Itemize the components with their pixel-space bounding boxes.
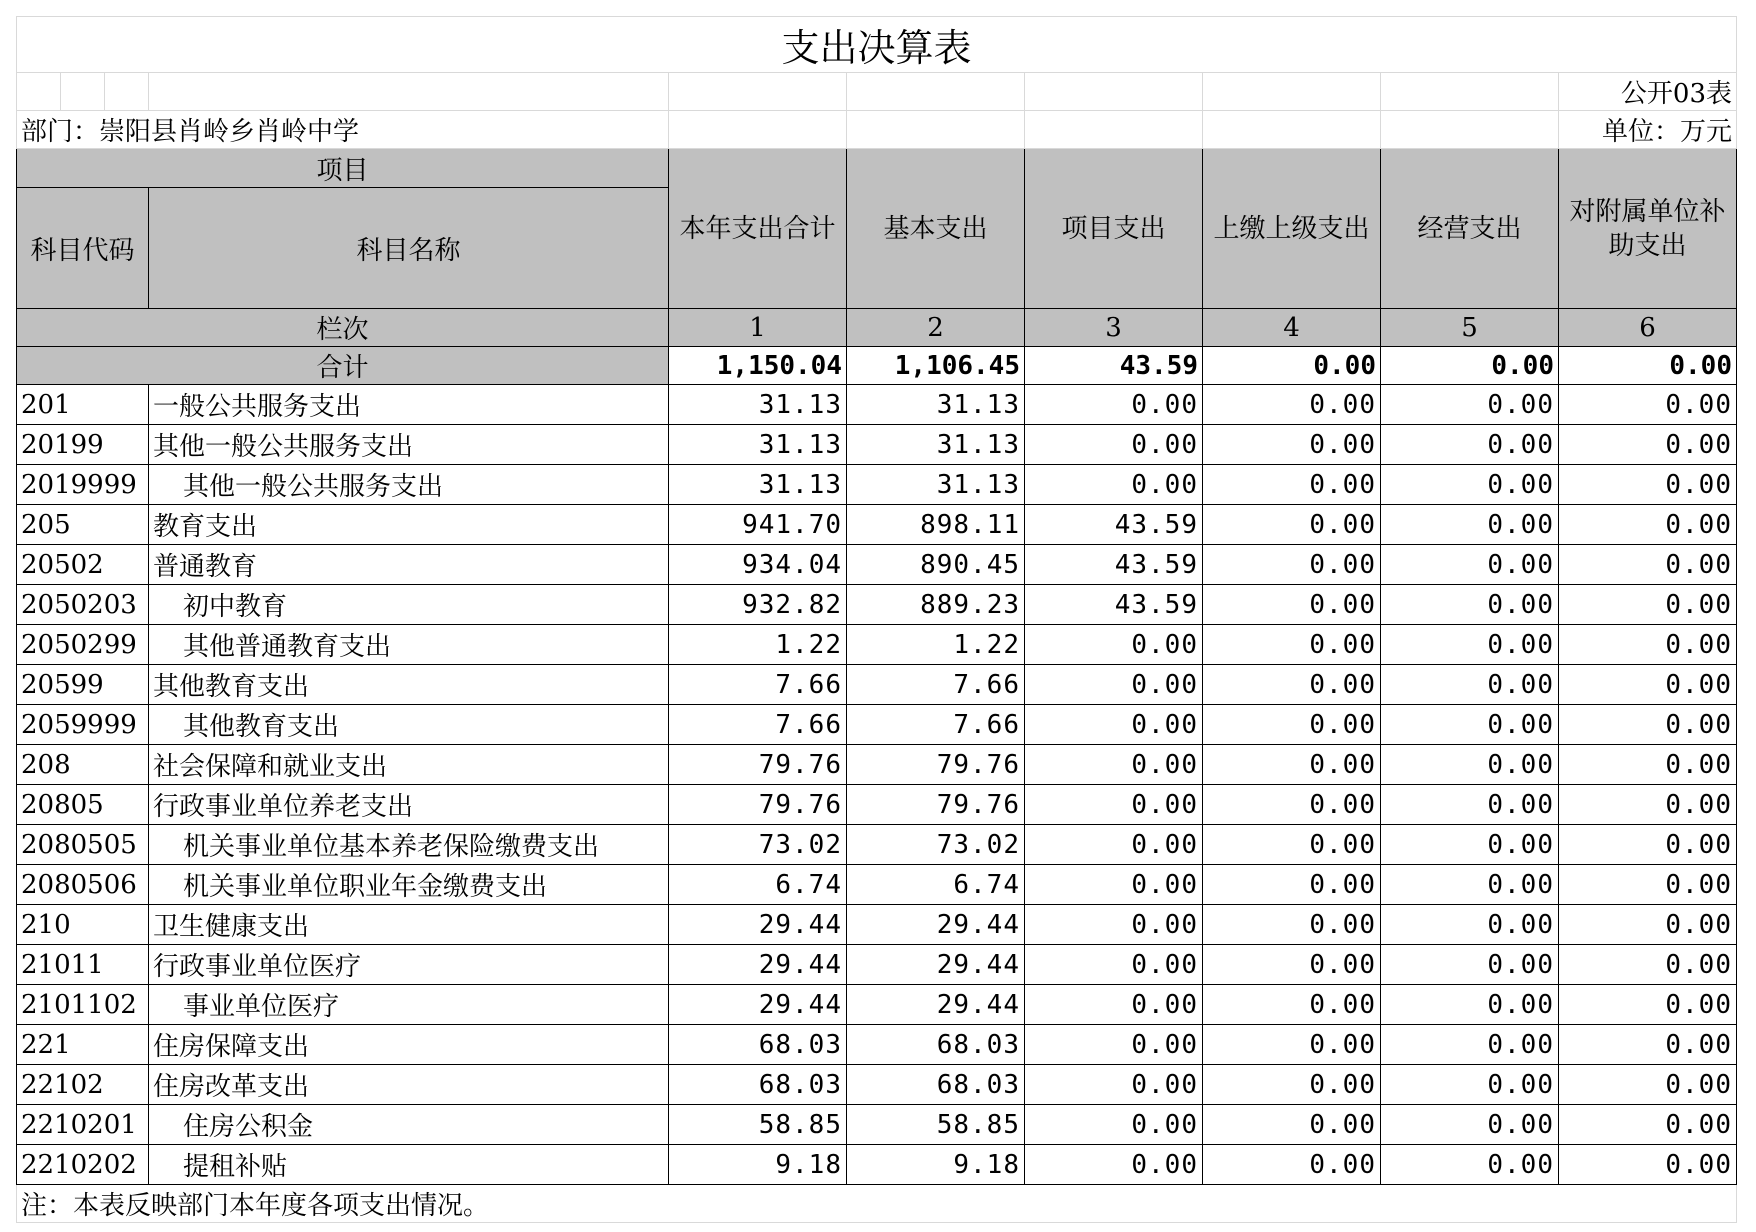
- subject-name: 一般公共服务支出: [149, 385, 669, 425]
- amount-cell: 1.22: [847, 625, 1025, 665]
- unit-label: 单位：万元: [1559, 111, 1737, 149]
- amount-cell: 0.00: [1381, 705, 1559, 745]
- amount-cell: 0.00: [1203, 705, 1381, 745]
- table-row: [17, 745, 1737, 785]
- amount-cell: 0.00: [1381, 545, 1559, 585]
- amount-cell: 31.13: [847, 385, 1025, 425]
- amount-cell: 0.00: [1559, 825, 1737, 865]
- col-num: 6: [1559, 309, 1737, 347]
- subject-name: 住房公积金: [149, 1105, 669, 1145]
- total-value: 0.00: [1203, 347, 1381, 385]
- amount-cell: 941.70: [669, 505, 847, 545]
- amount-cell: 29.44: [847, 985, 1025, 1025]
- amount-cell: 0.00: [1381, 785, 1559, 825]
- subject-code: 20805: [17, 785, 149, 825]
- amount-cell: 0.00: [1559, 665, 1737, 705]
- table-row: [17, 825, 1737, 865]
- amount-cell: 0.00: [1203, 825, 1381, 865]
- amount-cell: 0.00: [1381, 1145, 1559, 1185]
- department-row: [17, 111, 1737, 149]
- subject-code: 20502: [17, 545, 149, 585]
- amount-cell: 0.00: [1381, 465, 1559, 505]
- page-title: 支出决算表: [17, 17, 1737, 73]
- amount-cell: 79.76: [669, 745, 847, 785]
- amount-cell: 0.00: [1559, 1105, 1737, 1145]
- amount-cell: 0.00: [1381, 745, 1559, 785]
- amount-cell: 0.00: [1381, 585, 1559, 625]
- amount-cell: 31.13: [847, 425, 1025, 465]
- col-num: 2: [847, 309, 1025, 347]
- amount-cell: 68.03: [847, 1025, 1025, 1065]
- amount-cell: 0.00: [1559, 465, 1737, 505]
- amount-cell: 0.00: [1559, 505, 1737, 545]
- col-num: 1: [669, 309, 847, 347]
- header-item: 项目: [17, 149, 669, 188]
- amount-cell: 934.04: [669, 545, 847, 585]
- subject-name: 社会保障和就业支出: [149, 745, 669, 785]
- subject-name: 住房保障支出: [149, 1025, 669, 1065]
- amount-cell: 68.03: [669, 1025, 847, 1065]
- lanci-row: [17, 309, 1737, 347]
- header-col-subsidy: 对附属单位补助支出: [1559, 149, 1737, 309]
- col-num: 3: [1025, 309, 1203, 347]
- amount-cell: 0.00: [1025, 1065, 1203, 1105]
- amount-cell: 0.00: [1203, 785, 1381, 825]
- amount-cell: 31.13: [669, 465, 847, 505]
- subject-code: 22102: [17, 1065, 149, 1105]
- amount-cell: 0.00: [1203, 1025, 1381, 1065]
- header-col-remit: 上缴上级支出: [1203, 149, 1381, 309]
- amount-cell: 0.00: [1381, 1105, 1559, 1145]
- amount-cell: 0.00: [1559, 785, 1737, 825]
- amount-cell: 9.18: [847, 1145, 1025, 1185]
- table-row: [17, 585, 1737, 625]
- amount-cell: 0.00: [1025, 1145, 1203, 1185]
- lanci-label: 栏次: [17, 309, 669, 347]
- amount-cell: 889.23: [847, 585, 1025, 625]
- amount-cell: 43.59: [1025, 545, 1203, 585]
- table-row: [17, 465, 1737, 505]
- header-col-project: 项目支出: [1025, 149, 1203, 309]
- amount-cell: 0.00: [1559, 745, 1737, 785]
- header-code: 科目代码: [17, 188, 149, 309]
- amount-cell: 79.76: [847, 745, 1025, 785]
- total-value: 0.00: [1559, 347, 1737, 385]
- amount-cell: 0.00: [1559, 1145, 1737, 1185]
- amount-cell: 0.00: [1025, 1025, 1203, 1065]
- table-row: [17, 1065, 1737, 1105]
- subject-name: 卫生健康支出: [149, 905, 669, 945]
- amount-cell: 7.66: [669, 705, 847, 745]
- header-col-basic: 基本支出: [847, 149, 1025, 309]
- note-row: [17, 1185, 1737, 1223]
- amount-cell: 0.00: [1381, 425, 1559, 465]
- subject-code: 201: [17, 385, 149, 425]
- total-label: 合计: [17, 347, 669, 385]
- table-row: [17, 1145, 1737, 1185]
- amount-cell: 0.00: [1203, 865, 1381, 905]
- amount-cell: 0.00: [1559, 905, 1737, 945]
- amount-cell: 0.00: [1203, 985, 1381, 1025]
- title-row: [17, 17, 1737, 73]
- amount-cell: 43.59: [1025, 585, 1203, 625]
- amount-cell: 0.00: [1203, 545, 1381, 585]
- subject-name: 行政事业单位养老支出: [149, 785, 669, 825]
- expenditure-sheet: [16, 16, 1737, 1223]
- table-row: [17, 425, 1737, 465]
- subject-code: 2050203: [17, 585, 149, 625]
- amount-cell: 0.00: [1203, 505, 1381, 545]
- amount-cell: 0.00: [1025, 745, 1203, 785]
- total-value: 43.59: [1025, 347, 1203, 385]
- subject-code: 208: [17, 745, 149, 785]
- subject-name: 住房改革支出: [149, 1065, 669, 1105]
- amount-cell: 0.00: [1559, 585, 1737, 625]
- amount-cell: 0.00: [1559, 1065, 1737, 1105]
- subject-code: 20599: [17, 665, 149, 705]
- amount-cell: 0.00: [1025, 905, 1203, 945]
- table-row: [17, 505, 1737, 545]
- subject-name: 其他教育支出: [149, 705, 669, 745]
- table-row: [17, 985, 1737, 1025]
- amount-cell: 0.00: [1381, 505, 1559, 545]
- amount-cell: 31.13: [847, 465, 1025, 505]
- amount-cell: 0.00: [1381, 905, 1559, 945]
- table-row: [17, 945, 1737, 985]
- total-value: 0.00: [1381, 347, 1559, 385]
- amount-cell: 0.00: [1025, 945, 1203, 985]
- subject-code: 21011: [17, 945, 149, 985]
- subject-name: 机关事业单位职业年金缴费支出: [149, 865, 669, 905]
- amount-cell: 58.85: [669, 1105, 847, 1145]
- total-value: 1,106.45: [847, 347, 1025, 385]
- amount-cell: 0.00: [1381, 825, 1559, 865]
- amount-cell: 898.11: [847, 505, 1025, 545]
- amount-cell: 0.00: [1381, 1065, 1559, 1105]
- subject-code: 2210201: [17, 1105, 149, 1145]
- amount-cell: 58.85: [847, 1105, 1025, 1145]
- amount-cell: 0.00: [1025, 985, 1203, 1025]
- col-num: 5: [1381, 309, 1559, 347]
- amount-cell: 0.00: [1559, 945, 1737, 985]
- amount-cell: 7.66: [847, 665, 1025, 705]
- total-value: 1,150.04: [669, 347, 847, 385]
- amount-cell: 29.44: [669, 985, 847, 1025]
- subject-name: 初中教育: [149, 585, 669, 625]
- amount-cell: 9.18: [669, 1145, 847, 1185]
- subject-name: 其他一般公共服务支出: [149, 425, 669, 465]
- amount-cell: 0.00: [1559, 625, 1737, 665]
- amount-cell: 29.44: [847, 945, 1025, 985]
- total-row: [17, 347, 1737, 385]
- subject-code: 2019999: [17, 465, 149, 505]
- col-num: 4: [1203, 309, 1381, 347]
- expenditure-table: [16, 16, 1737, 1223]
- amount-cell: 0.00: [1381, 1025, 1559, 1065]
- amount-cell: 0.00: [1025, 385, 1203, 425]
- header-name: 科目名称: [149, 188, 669, 309]
- table-row: [17, 385, 1737, 425]
- amount-cell: 0.00: [1381, 625, 1559, 665]
- header-col-operating: 经营支出: [1381, 149, 1559, 309]
- amount-cell: 0.00: [1203, 1065, 1381, 1105]
- subject-name: 机关事业单位基本养老保险缴费支出: [149, 825, 669, 865]
- amount-cell: 0.00: [1025, 625, 1203, 665]
- amount-cell: 0.00: [1381, 385, 1559, 425]
- subject-code: 210: [17, 905, 149, 945]
- subject-name: 其他一般公共服务支出: [149, 465, 669, 505]
- subject-code: 2050299: [17, 625, 149, 665]
- amount-cell: 0.00: [1203, 905, 1381, 945]
- amount-cell: 0.00: [1025, 1105, 1203, 1145]
- amount-cell: 0.00: [1025, 825, 1203, 865]
- header-row-1: [17, 149, 1737, 188]
- table-row: [17, 905, 1737, 945]
- amount-cell: 7.66: [669, 665, 847, 705]
- amount-cell: 79.76: [669, 785, 847, 825]
- subject-code: 2101102: [17, 985, 149, 1025]
- amount-cell: 0.00: [1025, 425, 1203, 465]
- amount-cell: 0.00: [1203, 745, 1381, 785]
- amount-cell: 0.00: [1025, 465, 1203, 505]
- amount-cell: 0.00: [1559, 985, 1737, 1025]
- amount-cell: 0.00: [1559, 385, 1737, 425]
- amount-cell: 0.00: [1025, 665, 1203, 705]
- table-row: [17, 1105, 1737, 1145]
- amount-cell: 0.00: [1203, 665, 1381, 705]
- subject-code: 20199: [17, 425, 149, 465]
- subject-name: 事业单位医疗: [149, 985, 669, 1025]
- table-number: 公开03表: [1559, 73, 1737, 111]
- amount-cell: 7.66: [847, 705, 1025, 745]
- subject-code: 2210202: [17, 1145, 149, 1185]
- amount-cell: 43.59: [1025, 505, 1203, 545]
- table-row: [17, 785, 1737, 825]
- header-col-total: 本年支出合计: [669, 149, 847, 309]
- amount-cell: 0.00: [1559, 545, 1737, 585]
- subject-code: 2080506: [17, 865, 149, 905]
- amount-cell: 0.00: [1025, 705, 1203, 745]
- amount-cell: 6.74: [669, 865, 847, 905]
- amount-cell: 0.00: [1559, 425, 1737, 465]
- subject-name: 其他教育支出: [149, 665, 669, 705]
- subject-name: 教育支出: [149, 505, 669, 545]
- subject-code: 2059999: [17, 705, 149, 745]
- subject-name: 行政事业单位医疗: [149, 945, 669, 985]
- subject-name: 提租补贴: [149, 1145, 669, 1185]
- amount-cell: 31.13: [669, 425, 847, 465]
- amount-cell: 0.00: [1559, 865, 1737, 905]
- amount-cell: 73.02: [669, 825, 847, 865]
- subject-code: 205: [17, 505, 149, 545]
- amount-cell: 0.00: [1203, 425, 1381, 465]
- department-label: 部门：崇阳县肖岭乡肖岭中学: [17, 111, 669, 149]
- amount-cell: 0.00: [1381, 945, 1559, 985]
- amount-cell: 29.44: [669, 905, 847, 945]
- amount-cell: 0.00: [1025, 785, 1203, 825]
- amount-cell: 68.03: [847, 1065, 1025, 1105]
- amount-cell: 0.00: [1203, 385, 1381, 425]
- amount-cell: 1.22: [669, 625, 847, 665]
- amount-cell: 0.00: [1203, 945, 1381, 985]
- table-row: [17, 625, 1737, 665]
- amount-cell: 73.02: [847, 825, 1025, 865]
- amount-cell: 0.00: [1203, 625, 1381, 665]
- amount-cell: 0.00: [1203, 465, 1381, 505]
- amount-cell: 0.00: [1203, 1145, 1381, 1185]
- amount-cell: 0.00: [1559, 705, 1737, 745]
- amount-cell: 79.76: [847, 785, 1025, 825]
- table-row: [17, 545, 1737, 585]
- table-note: 注：本表反映部门本年度各项支出情况。: [17, 1185, 1737, 1223]
- amount-cell: 0.00: [1025, 865, 1203, 905]
- table-row: [17, 1025, 1737, 1065]
- amount-cell: 0.00: [1203, 585, 1381, 625]
- table-no-row: [17, 73, 1737, 111]
- amount-cell: 0.00: [1559, 1025, 1737, 1065]
- table-row: [17, 665, 1737, 705]
- subject-code: 2080505: [17, 825, 149, 865]
- amount-cell: 29.44: [847, 905, 1025, 945]
- subject-name: 普通教育: [149, 545, 669, 585]
- amount-cell: 29.44: [669, 945, 847, 985]
- amount-cell: 31.13: [669, 385, 847, 425]
- amount-cell: 6.74: [847, 865, 1025, 905]
- subject-name: 其他普通教育支出: [149, 625, 669, 665]
- amount-cell: 0.00: [1381, 985, 1559, 1025]
- table-row: [17, 865, 1737, 905]
- amount-cell: 932.82: [669, 585, 847, 625]
- amount-cell: 0.00: [1203, 1105, 1381, 1145]
- amount-cell: 68.03: [669, 1065, 847, 1105]
- amount-cell: 890.45: [847, 545, 1025, 585]
- table-row: [17, 705, 1737, 745]
- subject-code: 221: [17, 1025, 149, 1065]
- amount-cell: 0.00: [1381, 665, 1559, 705]
- amount-cell: 0.00: [1381, 865, 1559, 905]
